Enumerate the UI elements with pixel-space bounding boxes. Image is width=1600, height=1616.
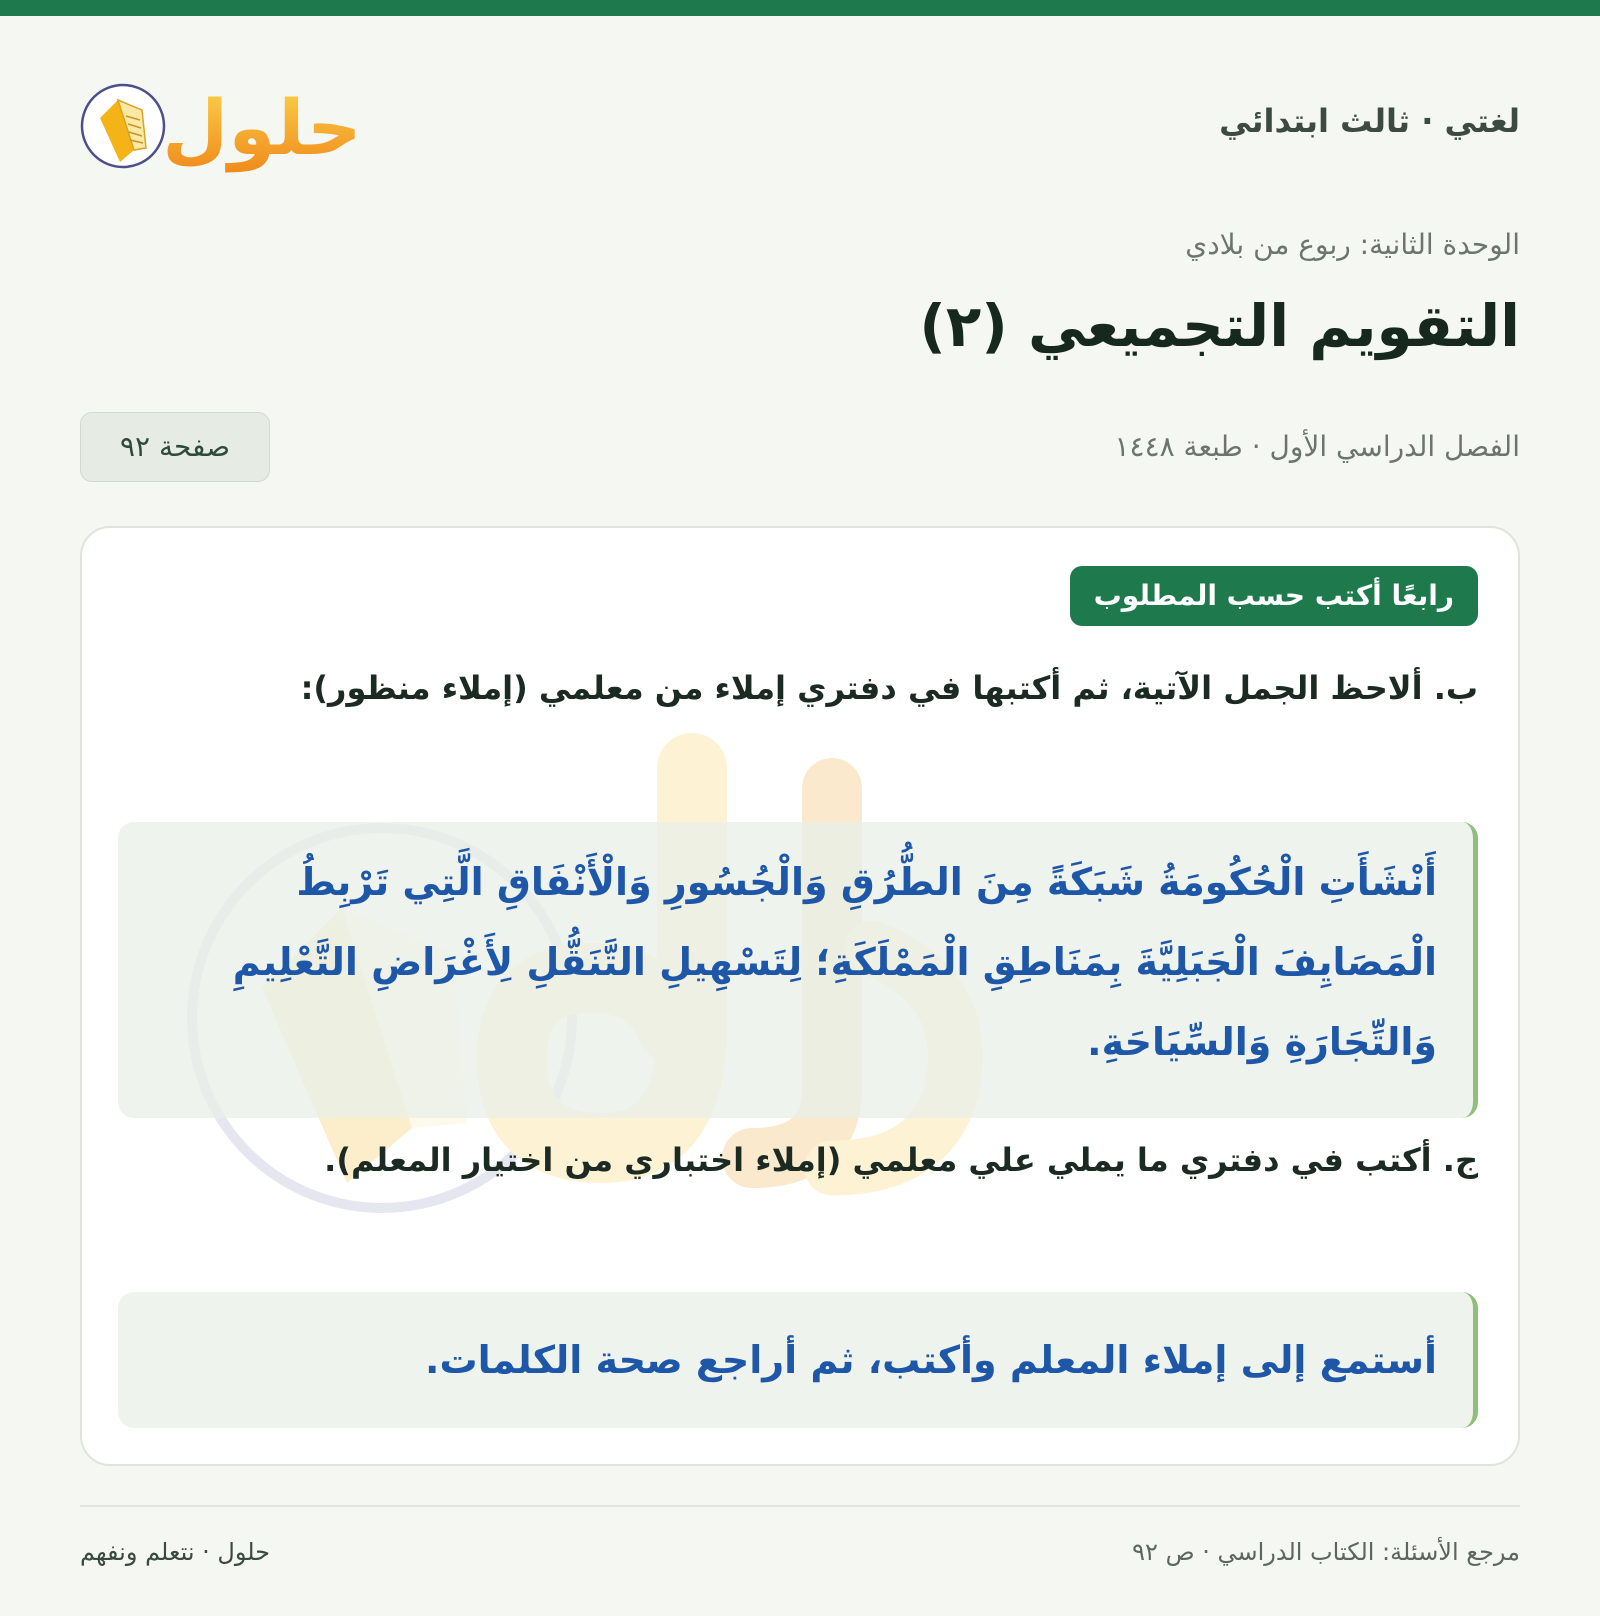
answer-b: أَنْشَأَتِ الْحُكُومَةُ شَبَكَةً مِنَ الطُّرُقِ وَالْجُسُورِ وَالْأَنْفَاقِ الَّتِي تَرْبِطُ الْمَصَايِفَ الْجَبَلِيَّةَ بِمَنَاطِقِ الْمَمْلَكَةِ؛ لِتَسْهِيلِ التَّنَقُّلِ لِأَغْرَاضِ التَّعْلِيمِ وَالتِّجَارَةِ وَالسِّيَاحَةِ. [118, 822, 1478, 1118]
footer-brand[interactable]: حلول · نتعلم ونفهم [80, 1538, 270, 1566]
subject-grade: لغتي · ثالث ابتدائي [1219, 102, 1520, 140]
page-number-chip[interactable]: صفحة ٩٢ [80, 412, 270, 482]
logo-text: حلول [162, 83, 362, 172]
answer-c: أستمع إلى إملاء المعلم وأكتب، ثم أراجع صحة الكلمات. [118, 1292, 1478, 1428]
question-b: ب. ألاحظ الجمل الآتية، ثم أكتبها في دفتري إملاء من معلمي (إملاء منظور): [300, 669, 1478, 707]
page-header [80, 66, 1520, 186]
site-logo[interactable] [80, 66, 370, 186]
exercise-card [80, 526, 1520, 1466]
footer-divider [80, 1505, 1520, 1507]
page-container [80, 0, 1520, 1616]
footer-reference: مرجع الأسئلة: الكتاب الدراسي · ص ٩٢ [1132, 1538, 1520, 1566]
question-c: ج. أكتب في دفتري ما يملي علي معلمي (إملاء اختباري من اختيار المعلم). [324, 1141, 1478, 1179]
page-title: التقويم التجميعي (٢) [919, 292, 1520, 360]
section-badge: رابعًا أكتب حسب المطلوب [1070, 566, 1478, 626]
book-circle-icon [82, 85, 164, 167]
unit-label: الوحدة الثانية: ربوع من بلادي [1185, 228, 1520, 261]
term-edition: الفصل الدراسي الأول · طبعة ١٤٤٨ [1114, 430, 1520, 463]
